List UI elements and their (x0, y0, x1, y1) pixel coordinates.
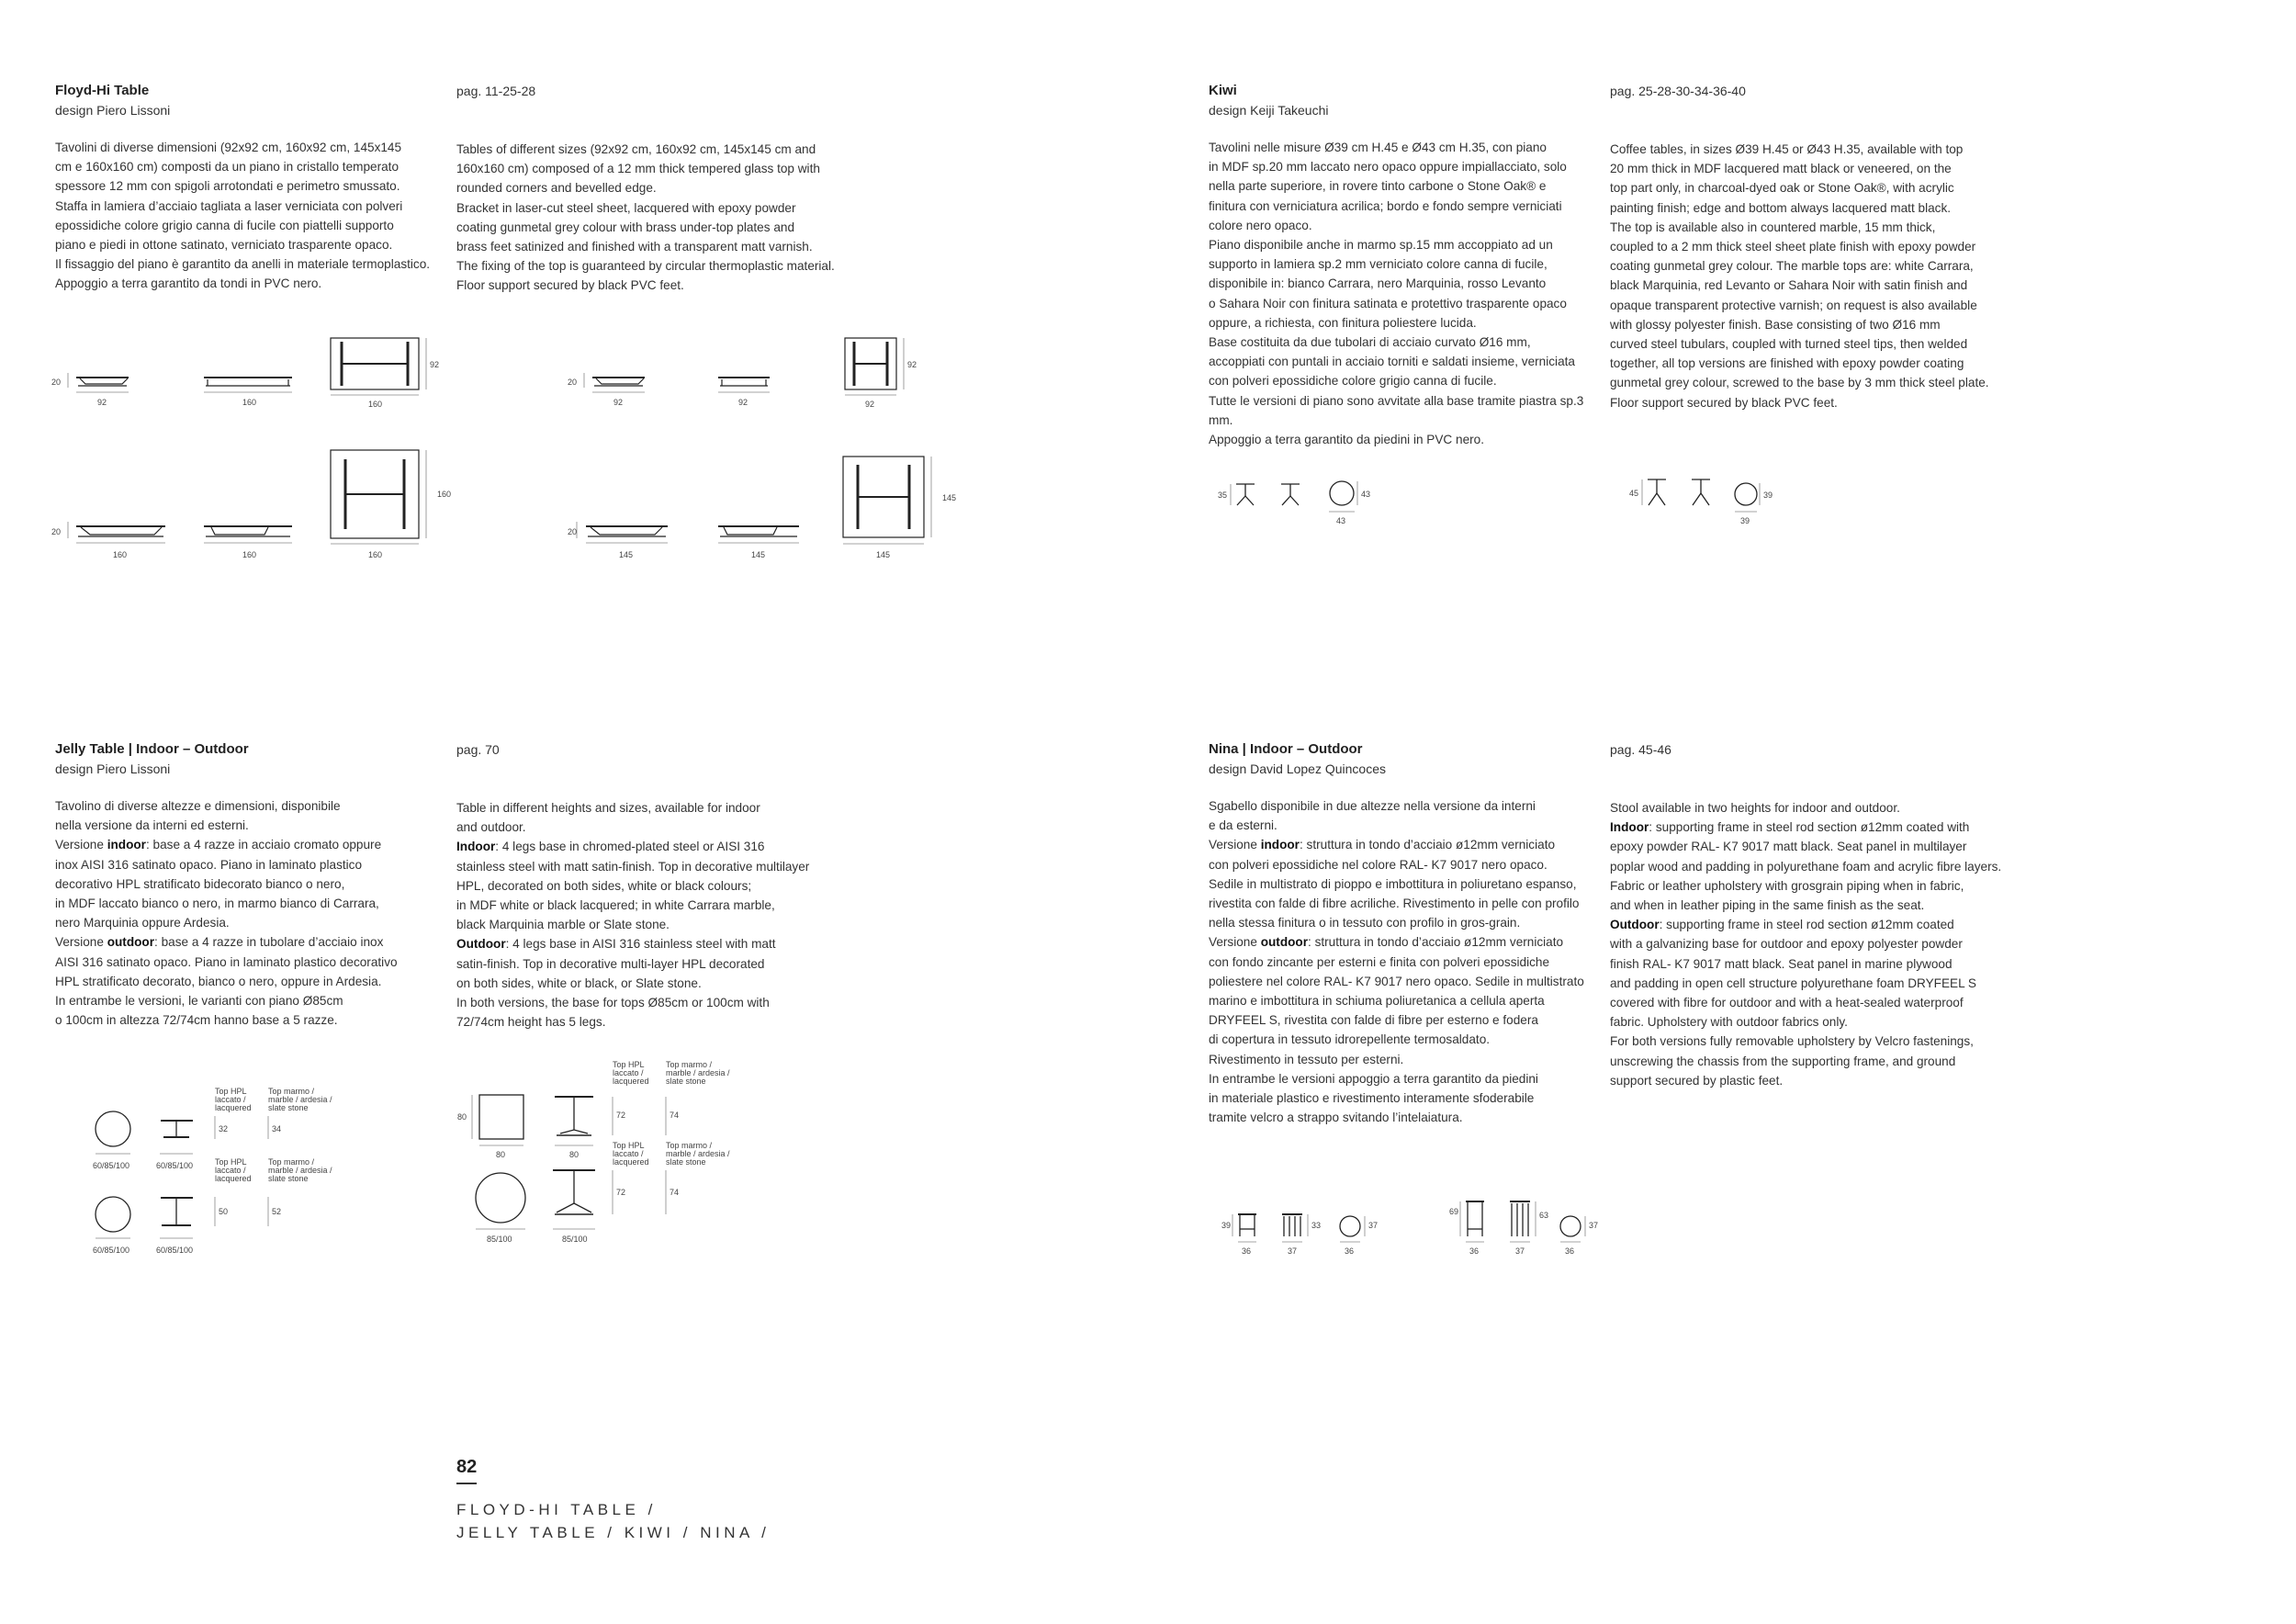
jelly-size-label: 85/100 (562, 1235, 588, 1244)
nina-en-column (1610, 739, 2014, 1090)
footer-rule (456, 1483, 477, 1484)
jelly-top-hpl-label: Top HPL (613, 1060, 645, 1069)
text-line: con fondo zincante per esterni e finita con polveri epossidiche (1209, 954, 1550, 969)
text-line: finish RAL- K7 9017 matt black. Seat panel in marine plywood (1610, 956, 1953, 971)
text-line: opaque transparent protective varnish; on request is also available (1610, 298, 1977, 312)
floyd-d-label: 145 (942, 493, 957, 502)
text-line: epossidiche colore grigio canna di fucile con piattelli supporto (55, 218, 394, 232)
text-line: with a galvanizing base for outdoor and epoxy polyester powder (1610, 937, 1963, 952)
text-line: finitura con verniciatura acrilica; bordo e fondo sempre verniciati (1209, 198, 1562, 213)
text-line: rivestita con falde di fibre acriliche. Rivestimento in pelle con profilo (1209, 897, 1580, 911)
nina-h-label: 69 (1449, 1207, 1459, 1216)
jelly-top-hpl-label: lacquered (613, 1157, 649, 1167)
text-line: accoppiati con puntali in acciaio torniti e saldati insieme, verniciata (1209, 355, 1575, 369)
floyd-h-label: 20 (51, 378, 62, 387)
text-line: nella stessa finitura o in tessuto con profilo in gros-grain. (1209, 916, 1521, 930)
text-line: Appoggio a terra garantito da piedini in PVC nero. (1209, 433, 1485, 447)
text-line: tramite velcro a strappo svitando l’intelaiatura. (1209, 1111, 1463, 1125)
jelly-h-label: 72 (616, 1188, 626, 1197)
text-line: The fixing of the top is guaranteed by circular thermoplastic material. (456, 259, 835, 274)
jelly-h-label: 74 (670, 1188, 680, 1197)
floyd-w-label: 145 (619, 550, 634, 559)
jelly-w-label: 80 (569, 1150, 580, 1159)
text-line: satin-finish. Top in decorative multi-layer HPL decorated (456, 956, 765, 971)
text-line: in MDF laccato bianco o nero, in marmo bianco di Carrara, (55, 897, 379, 911)
floyd-d-label: 160 (437, 490, 452, 499)
kiwi-drawings (1194, 459, 1800, 551)
text-line: nella parte superiore, in rovere tinto carbone o Stone Oak® e (1209, 179, 1547, 194)
nina-page-ref: pag. 45-46 (1610, 742, 1671, 757)
kiwi-h-label: 35 (1218, 491, 1228, 500)
text-line: Coffee tables, in sizes Ø39 H.45 or Ø43 H.35, available with top (1610, 142, 1964, 156)
jelly-top-marmo-label: Top marmo / (268, 1157, 315, 1167)
text-line: DRYFEEL S, rivestita con falde di fibre per esterno e fodera (1209, 1013, 1538, 1028)
text-line: top part only, in charcoal-dyed oak or Stone Oak®, with acrylic (1610, 181, 1954, 196)
text-line: nella versione da interni ed esterni. (55, 818, 249, 833)
jelly-h-label: 34 (272, 1124, 282, 1133)
text-line: on both sides, white or black, or Slate stone. (456, 976, 702, 990)
text-line: spessore 12 mm con spigoli arrotondati e perimetro smussato. (55, 179, 400, 194)
nina-w-label: 37 (1515, 1246, 1525, 1256)
floyd-w-label: 160 (368, 550, 383, 559)
text-line: covered with fibre for outdoor and with a heat-sealed waterproof (1610, 996, 1964, 1010)
text-line: 20 mm thick in MDF lacquered matt black or veneered, on the (1610, 162, 1952, 176)
jelly-top-marmo-label: slate stone (666, 1077, 706, 1086)
text-line: Floor support secured by black PVC feet. (456, 278, 684, 293)
text-line: di copertura in tessuto idrorepellente termosaldato. (1209, 1032, 1491, 1047)
text-line: in MDF white or black lacquered; in white Carrara marble, (456, 898, 775, 913)
jelly-h-label: 50 (219, 1207, 229, 1216)
text-line: con polveri epossidiche nel colore RAL- K7 9017 nero opaco. (1209, 857, 1548, 872)
text-line: Base costituita da due tubolari di acciaio curvato Ø16 mm, (1209, 335, 1531, 350)
text-line: Fabric or leather upholstery with grosgrain piping when in fabric, (1610, 878, 1964, 893)
text-line: Piano disponibile anche in marmo sp.15 mm accoppiato ad un (1209, 238, 1553, 253)
jelly-top-hpl-label: Top HPL (613, 1141, 645, 1150)
text-line: The top is available also in countered marble, 15 mm thick, (1610, 220, 1936, 234)
jelly-top-hpl-label: Top HPL (215, 1087, 247, 1096)
text-line: Tutte le versioni di piano sono avvitate alla base tramite piastra sp.3 mm. (1209, 393, 1584, 427)
text-line: In entrambe le versioni appoggio a terra garantito da piedini (1209, 1071, 1538, 1086)
nina-designer: design David Lopez Quincoces (1209, 761, 1387, 776)
jelly-page-ref: pag. 70 (456, 742, 500, 757)
text-line: in MDF sp.20 mm laccato nero opaco oppure impiallacciato, solo (1209, 160, 1567, 175)
floyd-title: Floyd-Hi Table (55, 83, 150, 98)
text-line: and padding in open cell structure polyurethane foam DRYFEEL S (1610, 976, 1976, 990)
text-line: Floor support secured by black PVC feet. (1610, 395, 1838, 410)
text-line: coupled to a 2 mm thick steel sheet plate finish with epoxy powder (1610, 240, 1976, 254)
jelly-top-hpl-label: laccato / (613, 1149, 644, 1158)
nina-h-label: 33 (1311, 1221, 1322, 1230)
floyd-w-label: 145 (876, 550, 891, 559)
text-line: colore nero opaco. (1209, 218, 1312, 232)
text-line: stainless steel with matt satin-finish. Top in decorative multilayer (456, 859, 810, 874)
nina-w-label: 36 (1565, 1246, 1575, 1256)
kiwi-title: Kiwi (1209, 83, 1237, 98)
jelly-w-label: 80 (496, 1150, 506, 1159)
text-line: oppure, a richiesta, con finitura poliestere lucida. (1209, 315, 1477, 330)
kiwi-it-column (1209, 81, 1604, 449)
jelly-top-hpl-label: laccato / (613, 1068, 644, 1077)
kiwi-designer: design Keiji Takeuchi (1209, 103, 1329, 118)
text-line: fabric. Upholstery with outdoor fabrics only. (1610, 1015, 1848, 1030)
floyd-h-label: 20 (568, 527, 578, 536)
text-line: and outdoor. (456, 820, 526, 835)
text-line: Outdoor: 4 legs base in AISI 316 stainless steel with matt (456, 937, 776, 952)
floyd-d-label: 92 (907, 360, 917, 369)
jelly-top-hpl-label: Top HPL (215, 1157, 247, 1167)
jelly-top-marmo-label: slate stone (666, 1157, 706, 1167)
text-line: Tables of different sizes (92x92 cm, 160x92 cm, 145x145 cm and (456, 142, 816, 156)
nina-h-label: 37 (1589, 1221, 1599, 1230)
jelly-h-label: 72 (616, 1111, 626, 1120)
text-line: cm e 160x160 cm) composti da un piano in cristallo temperato (55, 160, 400, 175)
floyd-w-label: 160 (113, 550, 128, 559)
kiwi-en-column (1610, 81, 2014, 412)
nina-w-label: 37 (1288, 1246, 1298, 1256)
text-line: inox AISI 316 satinato opaco. Piano in laminato plastico (55, 857, 363, 872)
jelly-top-hpl-label: laccato / (215, 1166, 246, 1175)
text-line: Versione outdoor: base a 4 razze in tubolare d’acciaio inox (55, 935, 384, 950)
nina-w-label: 36 (1242, 1246, 1252, 1256)
text-line: e da esterni. (1209, 818, 1277, 833)
text-line: Appoggio a terra garantito da tondi in PVC nero. (55, 276, 322, 291)
jelly-top-marmo-label: marble / ardesia / (268, 1166, 332, 1175)
jelly-top-marmo-label: Top marmo / (268, 1087, 315, 1096)
text-line: Il fissaggio del piano è garantito da anelli in materiale termoplastico. (55, 257, 431, 272)
jelly-size-label: 60/85/100 (93, 1161, 130, 1170)
text-line: black Marquinia marble or Slate stone. (456, 918, 670, 932)
kiwi-d-label: 43 (1361, 490, 1371, 499)
jelly-top-marmo-label: marble / ardesia / (268, 1095, 332, 1104)
text-line: con polveri epossidiche colore grigio canna di fucile. (1209, 374, 1497, 389)
text-line: poplar wood and padding in polyurethane foam and acrylic fibre layers. (1610, 859, 2002, 874)
text-line: curved steel tubulars, coupled with turned steel tips, then welded (1610, 337, 1968, 352)
floyd-d-label: 92 (430, 360, 440, 369)
text-line: For both versions fully removable upholstery by Velcro fastenings, (1610, 1034, 1974, 1049)
page-number: 82 (456, 1457, 478, 1477)
text-line: painting finish; edge and bottom always lacquered matt black. (1610, 200, 1952, 215)
text-line: Versione indoor: base a 4 razze in acciaio cromato oppure (55, 838, 382, 852)
text-line: and when in leather piping in the same finish as the seat. (1610, 898, 1925, 913)
text-line: Tavolini nelle misure Ø39 cm H.45 e Ø43 cm H.35, con piano (1209, 141, 1547, 154)
nina-text-it (1209, 796, 1604, 1127)
jelly-title: Jelly Table | Indoor – Outdoor (55, 741, 249, 757)
floyd-w-label: 92 (738, 398, 748, 407)
text-line: nero Marquinia oppure Ardesia. (55, 916, 230, 930)
text-line: Rivestimento in tessuto per esterni. (1209, 1052, 1404, 1066)
nina-text-en (1610, 798, 2014, 1090)
text-line: coating gunmetal grey colour. The marble tops are: white Carrara, (1610, 259, 1974, 274)
floyd-w-label: 145 (751, 550, 766, 559)
jelly-size-label: 60/85/100 (156, 1246, 194, 1255)
text-line: Staffa in lamiera d’acciaio tagliata a laser verniciata con polveri (55, 198, 403, 213)
nina-h-label: 63 (1539, 1211, 1549, 1220)
jelly-top-marmo-label: marble / ardesia / (666, 1149, 730, 1158)
text-line: Stool available in two heights for indoor and outdoor. (1610, 801, 1900, 815)
text-line: support secured by plastic feet. (1610, 1073, 1784, 1088)
jelly-top-marmo-label: slate stone (268, 1174, 309, 1183)
text-line: HPL, decorated on both sides, white or black colours; (456, 878, 752, 893)
text-line: unscrewing the chassis from the supporting frame, and ground (1610, 1054, 1956, 1068)
kiwi-d-label: 39 (1763, 491, 1773, 500)
floyd-w-label: 160 (242, 398, 257, 407)
text-line: Sedile in multistrato di pioppo e imbottitura in poliuretano espanso, (1209, 876, 1577, 891)
text-line: epoxy powder RAL- K7 9017 matt black. Seat panel in multilayer (1610, 840, 1967, 854)
text-line: 72/74cm height has 5 legs. (456, 1015, 606, 1030)
text-line: o 100cm in altezza 72/74cm hanno base a 5 razze. (55, 1013, 338, 1028)
text-line: poliestere nel colore RAL- K7 9017 nero opaco. Sedile in multistrato (1209, 974, 1584, 988)
jelly-designer: design Piero Lissoni (55, 761, 171, 776)
text-line: Versione outdoor: struttura in tondo d’acciaio ø12mm verniciato (1209, 935, 1564, 950)
jelly-size-label: 85/100 (487, 1235, 512, 1244)
text-line: Bracket in laser-cut steel sheet, lacquered with epoxy powder (456, 200, 796, 215)
text-line: coating gunmetal grey colour with brass under-top plates and (456, 220, 795, 234)
jelly-drawings (0, 0, 827, 1268)
floyd-plan-92 (845, 338, 896, 389)
kiwi-text-it (1209, 138, 1604, 449)
text-line: piano e piedi in ottone satinato, verniciato trasparente opaco. (55, 238, 393, 253)
kiwi-page-ref: pag. 25-28-30-34-36-40 (1610, 84, 1746, 98)
jelly-h-label: 74 (670, 1111, 680, 1120)
text-line: Tavolino di diverse altezze e dimensioni, disponibile (55, 799, 341, 813)
text-line: Outdoor: supporting frame in steel rod section ø12mm coated (1610, 918, 1954, 932)
floyd-designer: design Piero Lissoni (55, 103, 171, 118)
text-line: marino e imbottitura in schiuma poliuretanica a cellula aperta (1209, 994, 1545, 1009)
kiwi-d-label: 39 (1740, 516, 1750, 525)
text-line: In both versions, the base for tops Ø85cm or 100cm with (456, 996, 770, 1010)
jelly-h-label: 80 (457, 1112, 467, 1122)
jelly-top-marmo-label: Top marmo / (666, 1060, 713, 1069)
text-line: with glossy polyester finish. Base consisting of two Ø16 mm (1610, 317, 1941, 332)
jelly-h-label: 32 (219, 1124, 229, 1133)
jelly-size-label: 60/85/100 (93, 1246, 130, 1255)
footer-title-line-1: FLOYD-HI TABLE / (456, 1501, 657, 1518)
jelly-top-hpl-label: lacquered (613, 1077, 649, 1086)
floyd-w-label: 92 (613, 398, 624, 407)
text-line: supporto in lamiera sp.2 mm verniciato colore canna di fucile, (1209, 257, 1548, 272)
text-line: Indoor: supporting frame in steel rod section ø12mm coated with (1610, 820, 1970, 835)
jelly-top-marmo-label: slate stone (268, 1103, 309, 1112)
floyd-plan-145 (843, 457, 924, 537)
floyd-h-label: 20 (568, 378, 578, 387)
floyd-w-label: 92 (865, 400, 875, 409)
footer-title-line-2: JELLY TABLE / KIWI / NINA / (456, 1524, 771, 1541)
text-line: Versione indoor: struttura in tondo d’acciaio ø12mm verniciato (1209, 838, 1556, 852)
jelly-top-hpl-label: laccato / (215, 1095, 246, 1104)
text-line: Tavolini di diverse dimensioni (92x92 cm, 160x92 cm, 145x145 (55, 141, 402, 154)
nina-it-column (1209, 739, 1604, 1127)
text-line: brass feet satinized and finished with a transparent matt varnish. (456, 240, 813, 254)
jelly-top-marmo-label: Top marmo / (666, 1141, 713, 1150)
jelly-size-label: 60/85/100 (156, 1161, 194, 1170)
floyd-w-label: 92 (97, 398, 107, 407)
floyd-w-label: 160 (368, 400, 383, 409)
text-line: HPL stratificato decorato, bianco o nero, oppure in Ardesia. (55, 974, 382, 988)
text-line: AISI 316 satinato opaco. Piano in laminato plastico decorativo (55, 954, 398, 969)
text-line: decorativo HPL stratificato bidecorato bianco o nero, (55, 876, 345, 891)
floyd-page-ref: pag. 11-25-28 (456, 84, 536, 98)
text-line: Indoor: 4 legs base in chromed-plated steel or AISI 316 (456, 840, 765, 854)
text-line: gunmetal grey colour, screwed to the base by 3 mm thick steel plate. (1610, 376, 1989, 390)
text-line: 160x160 cm) composed of a 12 mm thick tempered glass top with (456, 162, 820, 176)
text-line: rounded corners and bevelled edge. (456, 181, 657, 196)
jelly-top-hpl-label: lacquered (215, 1174, 252, 1183)
kiwi-text-en (1610, 140, 2014, 412)
text-line: Sgabello disponibile in due altezze nella versione da interni (1209, 799, 1536, 813)
text-line: Table in different heights and sizes, available for indoor (456, 801, 760, 815)
text-line: o Sahara Noir con finitura satinata e protettivo trasparente opaco (1209, 296, 1567, 310)
text-line: black Marquinia, red Levanto or Sahara Noir with satin finish and (1610, 278, 1968, 293)
nina-title: Nina | Indoor – Outdoor (1209, 741, 1363, 757)
text-line: disponibile in: bianco Carrara, nero Marquinia, rosso Levanto (1209, 276, 1547, 291)
nina-h-label: 39 (1221, 1221, 1232, 1230)
jelly-top-marmo-label: marble / ardesia / (666, 1068, 730, 1077)
floyd-h-label: 20 (51, 527, 62, 536)
text-line: in materiale plastico e rivestimento interamente sfoderabile (1209, 1091, 1535, 1106)
floyd-w-label: 160 (242, 550, 257, 559)
nina-w-label: 36 (1469, 1246, 1480, 1256)
kiwi-d-label: 43 (1336, 516, 1346, 525)
text-line: In entrambe le versioni, le varianti con piano Ø85cm (55, 994, 343, 1009)
kiwi-h-label: 45 (1629, 489, 1639, 498)
nina-w-label: 36 (1345, 1246, 1355, 1256)
jelly-top-hpl-label: lacquered (215, 1103, 252, 1112)
nina-h-label: 37 (1368, 1221, 1379, 1230)
text-line: together, all top versions are finished with epoxy powder coating (1610, 356, 1964, 371)
jelly-h-label: 52 (272, 1207, 282, 1216)
nina-drawings (1194, 1185, 1635, 1277)
